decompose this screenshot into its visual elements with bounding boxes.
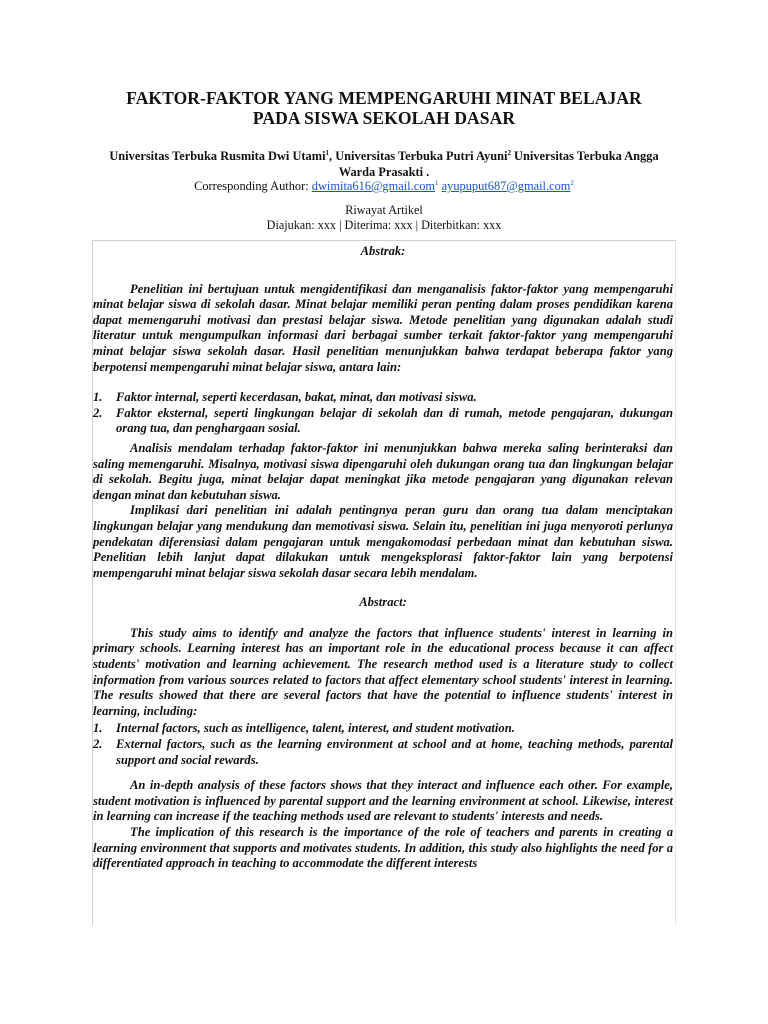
list-item: 2. External factors, such as the learning environment at school and at home, teaching methods, parental support and social rewards. [93,737,673,767]
abstract-heading: Abstract: [359,595,407,610]
abstract-paragraph-1: This study aims to identify and analyze the factors that influence students' interest in learning in primary schools. Learning interest has an important role in the educational process because it can affect students' motivation and learning achievement. The research method used is a literature study to collect information from various sources related to factors that affect elementary school students' interest in learning. The results showed that there are several factors that have the potential to influence students' interest in learning, including: [93,625,673,718]
email-link-1[interactable]: dwimita616@gmail.com [311,179,436,194]
abstract-paragraph-3: The implication of this research is the importance of the role of teachers and parents in creating a learning environment that supports and motivates students. In addition, this study also highlights the need for a differentiated approach in teaching to accommodate the different interests [93,825,673,871]
article-history-dates: Diajukan: xxx | Diterima: xxx | Diterbitkan: xxx [266,218,502,232]
author-2: , Universitas Terbuka Putri Ayuni [329,149,508,164]
author-line-2: Warda Prasakti . [338,164,430,179]
paper-title-line-1: FAKTOR-FAKTOR YANG MEMPENGARUHI MINAT BELAJAR [126,88,642,108]
email-2-affiliation: 2 [570,179,574,187]
abstract-factor-list [93,721,673,768]
article-history-label: Riwayat Artikel [345,203,423,217]
author-line-1 [88,146,680,165]
abstrak-factor-list [93,390,673,437]
list-item: 1. Internal factors, such as intelligence, talent, interest, and student motivation. [93,721,515,736]
corresponding-author [88,176,680,194]
abstrak-paragraph-1: Penelitian ini bertujuan untuk mengidentifikasi dan menganalisis faktor-faktor yang mempengaruhi minat belajar siswa di sekolah dasar. Minat belajar memiliki peran penting dalam proses pendidikan karena dapat memengaruhi motivasi dan prestasi belajar siswa. Metode penelitian yang digunakan adalah studi literatur untuk mengumpulkan informasi dari berbagai sumber terkait faktor-faktor yang mempengaruhi minat belajar siswa sekolah dasar. Hasil penelitian menunjukkan bahwa terdapat beberapa faktor yang berpotensi mempengaruhi minat belajar siswa, antara lain: [93,281,673,374]
abstrak-paragraph-3: Implikasi dari penelitian ini adalah pentingnya peran guru dan orang tua dalam menciptakan lingkungan belajar yang mendukung dan memotivasi siswa. Selain itu, penelitian ini juga menyoroti perlunya pendekatan diferensiasi dalam pengajaran untuk mengakomodasi perbedaan minat dan kebutuhan siswa. Penelitian lebih lanjut dapat dilakukan untuk mengeksplorasi faktor-faktor lain yang berpotensi mempengaruhi minat belajar siswa sekolah dasar secara lebih mendalam. [93,503,673,580]
author-1: Universitas Terbuka Rusmita Dwi Utami [109,149,326,164]
abstrak-heading: Abstrak: [360,244,406,258]
corresponding-label: Corresponding Author: [194,179,312,194]
abstrak-paragraph-2: Analisis mendalam terhadap faktor-faktor ini menunjukkan bahwa mereka saling berinteraksi dan saling memengaruhi. Misalnya, motivasi siswa dipengaruhi oleh dukungan orang tua dan lingkungan belajar di sekolah. Begitu juga, minat belajar dapat meningkat jika metode pengajaran yang digunakan relevan dengan minat dan kebutuhan siswa. [93,440,673,502]
author-1-affiliation: 1 [325,149,330,157]
email-1-affiliation: 1 [435,179,439,187]
paper-title [60,88,708,128]
author-2-affiliation: 2 [507,149,511,157]
author-block [88,146,680,180]
abstract-paragraph-2: An in-depth analysis of these factors shows that they interact and influence each other. For example, student motivation is influenced by parental support and the learning environment at school. Likewise, interest in learning can increase if the teaching methods used are relevant to students' interests and needs. [93,778,673,824]
email-link-2[interactable]: ayupuput687@gmail.com [441,179,571,194]
list-item: 2. Faktor eksternal, seperti lingkungan belajar di sekolah dan di rumah, metode pengajaran, dukungan orang tua, dan penghargaan sosial. [93,405,673,436]
paper-title-line-2: PADA SISWA SEKOLAH DASAR [252,108,516,128]
abstract-content [93,244,673,872]
list-item: 1. Faktor internal, seperti kecerdasan, bakat, minat, dan motivasi siswa. [93,390,477,405]
author-3: Universitas Terbuka Angga [510,149,659,164]
